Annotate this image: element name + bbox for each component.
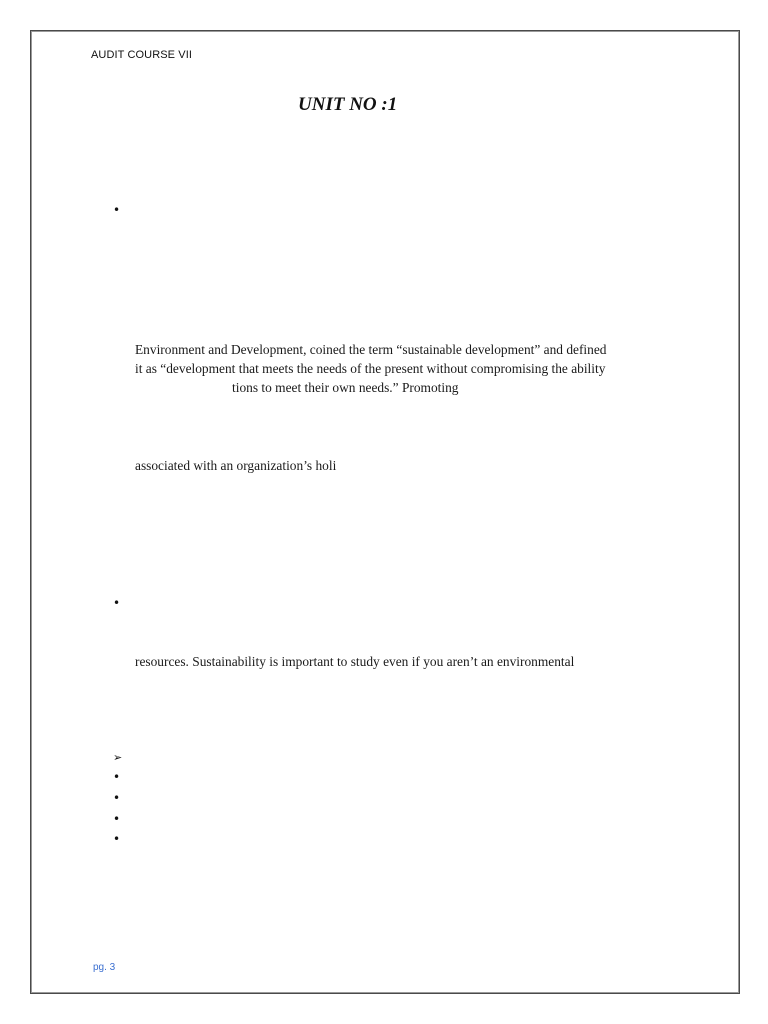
bullet-point-4: •: [113, 791, 121, 805]
paragraph-1-line-2: it as “development that meets the needs of the present without compromising the ability: [135, 361, 606, 376]
paragraph-2-line-1: associated with an organization’s holi: [135, 458, 337, 473]
page-border: [30, 30, 740, 994]
paragraph-1-line-1: Environment and Development, coined the term “sustainable development” and defined: [135, 342, 607, 357]
bullet-point-5: •: [113, 812, 121, 826]
bullet-point-2: •: [113, 596, 121, 610]
paragraph-1-line-3: tions to meet their own needs.” Promoting: [232, 380, 459, 395]
paragraph-3-line-1: resources. Sustainability is important to study even if you aren’t an environmental: [135, 654, 575, 669]
bullet-point-6: •: [113, 832, 121, 846]
unit-title: UNIT NO :1: [298, 94, 398, 115]
arrow-bullet-icon: ➢: [113, 751, 123, 764]
bullet-point-3: •: [113, 770, 121, 784]
page-number: pg. 3: [93, 962, 116, 973]
page-header: AUDIT COURSE VII: [91, 49, 193, 61]
bullet-point-1: •: [113, 203, 121, 217]
